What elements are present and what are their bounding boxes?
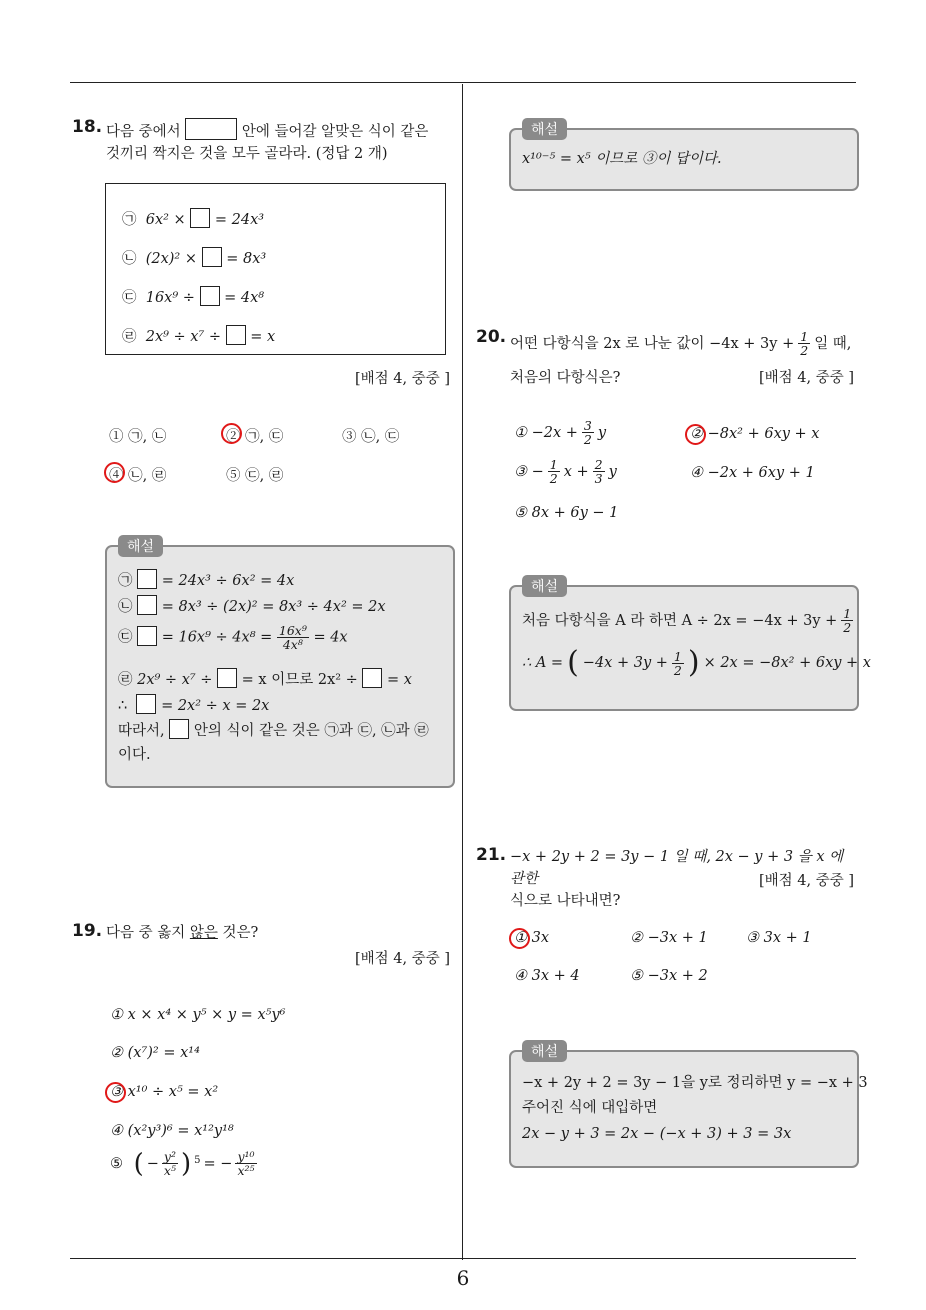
expl-fraction bbox=[277, 624, 309, 651]
choice-text: y bbox=[608, 463, 617, 480]
page-number: 6 bbox=[456, 1266, 470, 1290]
answer-circle-mark bbox=[685, 424, 706, 445]
blank-box bbox=[169, 719, 189, 739]
blank-box bbox=[137, 569, 157, 589]
item-left: (2x)² × bbox=[145, 251, 198, 267]
expl-text: = 4x bbox=[313, 629, 348, 646]
q18-blank-box bbox=[185, 118, 237, 140]
fraction-denominator: 2 bbox=[800, 343, 809, 358]
expl-text: −4x + 3y + bbox=[582, 655, 668, 671]
q19-text-b: 것은? bbox=[222, 925, 259, 941]
choice-fraction bbox=[582, 419, 594, 446]
q18-choice-1[interactable]: ① ㉠, ㉡ bbox=[109, 429, 167, 445]
q18-choice-4[interactable]: ④ ㉡, ㉣ bbox=[109, 468, 167, 484]
exponent: 5 bbox=[194, 1155, 201, 1166]
paren-left: ( bbox=[133, 1148, 144, 1179]
fraction-numerator: 2 bbox=[594, 457, 603, 472]
paren-right: ) bbox=[687, 645, 700, 680]
q21-explanation-tag: 해설 bbox=[522, 1040, 567, 1062]
item-right: = 24x³ bbox=[214, 212, 265, 228]
q18-expl-line-5 bbox=[118, 694, 269, 717]
q19-choice-5[interactable] bbox=[110, 1150, 257, 1177]
q18-expl-line-1 bbox=[118, 569, 294, 592]
answer-circle-mark bbox=[105, 1082, 126, 1103]
fraction-numerator: y² bbox=[163, 1149, 176, 1164]
q18-expl-line-2 bbox=[118, 595, 386, 618]
q19-explanation-text: x¹⁰⁻⁵ = x⁵ 이므로 ③이 답이다. bbox=[522, 151, 722, 167]
bottom-rule bbox=[70, 1258, 856, 1259]
q19-text-a: 다음 중 옳지 bbox=[106, 925, 186, 941]
q20-fraction bbox=[798, 330, 810, 357]
choice-fraction bbox=[593, 458, 605, 485]
fraction-numerator: 1 bbox=[800, 329, 809, 344]
top-rule bbox=[70, 82, 856, 83]
answer-circle-mark bbox=[104, 462, 125, 483]
choice-text: ① −2x + bbox=[514, 424, 578, 441]
q20-expl-line-2 bbox=[522, 645, 871, 680]
q18-item-3 bbox=[122, 286, 264, 309]
item-mark: ㉠ bbox=[122, 212, 137, 228]
q18-item-1 bbox=[122, 208, 264, 231]
q18-expl-line-4 bbox=[118, 668, 412, 691]
fraction-numerator: 16x⁹ bbox=[278, 623, 307, 638]
q20-choice-3[interactable] bbox=[514, 458, 617, 485]
fraction-denominator: 2 bbox=[843, 620, 852, 635]
q18-number: 18. bbox=[72, 117, 103, 137]
expl-text: = 2x² ÷ x = 2x bbox=[161, 698, 270, 714]
q20-number: 20. bbox=[476, 327, 507, 347]
q18-item-4 bbox=[122, 325, 275, 348]
q20-question-line1 bbox=[510, 330, 860, 357]
q18-explanation-tag: 해설 bbox=[118, 535, 163, 557]
column-divider bbox=[462, 84, 463, 1260]
fraction-numerator: 3 bbox=[583, 418, 592, 433]
expl-text: 처음 다항식을 A 라 하면 A ÷ 2x = −4x + 3y + bbox=[522, 612, 838, 629]
expl-text: = x bbox=[387, 672, 412, 688]
fraction-numerator: 1 bbox=[673, 648, 682, 664]
blank-box bbox=[137, 595, 157, 615]
fraction-denominator: x²⁵ bbox=[237, 1163, 255, 1178]
item-mark: ㉠ bbox=[118, 573, 133, 589]
item-left: 6x² × bbox=[145, 212, 186, 228]
blank-box bbox=[217, 668, 237, 688]
q20-choice-2[interactable]: ② −8x² + 6xy + x bbox=[690, 426, 820, 442]
paren-left: ( bbox=[567, 645, 579, 680]
q19-choice-3[interactable]: ③ x¹⁰ ÷ x⁵ = x² bbox=[110, 1084, 219, 1100]
q19-choice-2[interactable]: ② (x⁷)² = x¹⁴ bbox=[110, 1045, 200, 1061]
choice-mark: ⑤ bbox=[110, 1155, 123, 1172]
q19-score: [배점 4, 중중 ] bbox=[354, 951, 450, 967]
q21-choice-3[interactable]: ③ 3x + 1 bbox=[746, 930, 812, 946]
item-mark: ㉡ bbox=[118, 599, 133, 615]
expl-fraction bbox=[841, 607, 853, 634]
q18-text-b: 안에 들어갈 알맞은 식이 같은 bbox=[241, 124, 429, 140]
q21-choice-2[interactable]: ② −3x + 1 bbox=[630, 930, 708, 946]
q18-item-2 bbox=[122, 247, 266, 270]
fraction-denominator: 2 bbox=[583, 432, 592, 447]
q20-choice-1[interactable] bbox=[514, 419, 606, 446]
paren-right: ) bbox=[181, 1148, 192, 1179]
q20-text-b: 일 때, bbox=[814, 335, 852, 352]
q18-expl-line-3 bbox=[118, 624, 348, 651]
blank-box bbox=[362, 668, 382, 688]
fraction-numerator: 1 bbox=[549, 457, 558, 472]
q19-explanation-tag: 해설 bbox=[522, 118, 567, 140]
item-mark: ㉣ bbox=[118, 672, 133, 688]
fraction-numerator: 1 bbox=[843, 606, 852, 621]
item-mark: ㉢ bbox=[122, 290, 137, 306]
item-right: = x bbox=[250, 329, 276, 345]
q21-expl-line-3: 2x − y + 3 = 2x − (−x + 3) + 3 = 3x bbox=[522, 1126, 792, 1142]
q21-text-line2: 식으로 나타내면? bbox=[510, 893, 621, 909]
fraction-denominator: 4x⁸ bbox=[282, 637, 303, 652]
fraction-numerator: y¹⁰ bbox=[237, 1149, 255, 1164]
item-mark: ㉣ bbox=[122, 329, 137, 345]
expl-text: = x 이므로 2x² ÷ bbox=[241, 672, 358, 688]
choice5-fraction-left bbox=[162, 1150, 178, 1177]
q20-explanation-tag: 해설 bbox=[522, 575, 567, 597]
item-right: = 4x⁸ bbox=[224, 290, 265, 306]
blank-box bbox=[226, 325, 246, 345]
q21-expl-line-2: 주어진 식에 대입하면 bbox=[522, 1100, 658, 1116]
choice-text: ③ − bbox=[514, 463, 544, 480]
q18-text-line2: 것끼리 짝지은 것을 모두 골라라. (정답 2 개) bbox=[106, 146, 388, 162]
q21-score: [배점 4, 중중 ] bbox=[758, 873, 854, 889]
blank-box bbox=[202, 247, 222, 267]
answer-circle-mark bbox=[221, 423, 242, 444]
q18-choice-2[interactable]: ② ㉠, ㉢ bbox=[226, 429, 284, 445]
expl-text: = 16x⁹ ÷ 4x⁸ = bbox=[161, 629, 273, 646]
blank-box bbox=[190, 208, 210, 228]
choice-fraction bbox=[548, 458, 560, 485]
answer-circle-mark bbox=[509, 928, 530, 949]
q18-expl-line-6 bbox=[118, 719, 429, 742]
q18-text-a: 다음 중에서 bbox=[106, 124, 181, 140]
item-left: 16x⁹ ÷ bbox=[145, 290, 195, 306]
item-mark: ㉡ bbox=[122, 251, 137, 267]
q21-number: 21. bbox=[476, 845, 507, 865]
fraction-denominator: 2 bbox=[549, 471, 558, 486]
item-left: 2x⁹ ÷ x⁷ ÷ bbox=[145, 329, 222, 345]
q18-expl-line-7: 이다. bbox=[118, 747, 151, 763]
q19-choice-4[interactable]: ④ (x²y³)⁶ = x¹²y¹⁸ bbox=[110, 1123, 234, 1139]
q19-choice-1[interactable]: ① x × x⁴ × y⁵ × y = x⁵y⁶ bbox=[110, 1007, 286, 1023]
expl-text: = 8x³ ÷ (2x)² = 8x³ ÷ 4x² = 2x bbox=[161, 599, 386, 615]
expl-text: = 24x³ ÷ 6x² = 4x bbox=[161, 573, 295, 589]
item-right: = 8x³ bbox=[226, 251, 267, 267]
blank-box bbox=[200, 286, 220, 306]
q21-choice-1[interactable]: ① 3x bbox=[514, 930, 550, 946]
q19-number: 19. bbox=[72, 921, 103, 941]
choice-text: y bbox=[597, 424, 607, 441]
blank-box bbox=[136, 694, 156, 714]
q18-choice-3[interactable]: ③ ㉡, ㉢ bbox=[342, 429, 400, 445]
q20-choice-4[interactable]: ④ −2x + 6xy + 1 bbox=[690, 465, 815, 481]
q19-question bbox=[106, 922, 258, 944]
q21-text-line1: −x + 2y + 2 = 3y − 1 일 때, 2x − y + 3 을 x 에 관한 bbox=[510, 849, 844, 887]
minus-sign: − bbox=[146, 1155, 159, 1172]
q19-text-underlined: 않은 bbox=[189, 925, 218, 941]
q20-text-a: 어떤 다항식을 2x 로 나눈 값이 −4x + 3y + bbox=[510, 335, 795, 352]
equals-minus: = − bbox=[203, 1155, 233, 1172]
q18-score: [배점 4, 중중 ] bbox=[354, 371, 450, 387]
q20-expl-line-1 bbox=[522, 607, 853, 634]
q21-choice-4[interactable]: ④ 3x + 4 bbox=[514, 968, 580, 984]
choice-text: x + bbox=[563, 463, 589, 480]
fraction-denominator: x⁵ bbox=[163, 1163, 176, 1178]
choice5-fraction-right bbox=[235, 1150, 256, 1177]
q20-score: [배점 4, 중중 ] bbox=[758, 370, 854, 386]
q20-question-line2: 처음의 다항식은? bbox=[510, 370, 621, 386]
expl-text: 안의 식이 같은 것은 ㉠과 ㉢, ㉡과 ㉣ bbox=[193, 723, 429, 739]
expl-text: 2x⁹ ÷ x⁷ ÷ bbox=[137, 672, 213, 688]
fraction-denominator: 3 bbox=[594, 471, 603, 486]
q21-choice-5[interactable]: ⑤ −3x + 2 bbox=[630, 968, 708, 984]
expl-text: 따라서, bbox=[118, 723, 165, 739]
q20-choice-5[interactable]: ⑤ 8x + 6y − 1 bbox=[514, 505, 619, 521]
q21-expl-line-1: −x + 2y + 2 = 3y − 1을 y로 정리하면 y = −x + 3 bbox=[522, 1075, 868, 1091]
q18-question bbox=[106, 118, 456, 165]
therefore-mark: ∴ bbox=[118, 698, 128, 714]
q18-choice-5[interactable]: ⑤ ㉢, ㉣ bbox=[226, 468, 284, 484]
expl-text: × 2x = −8x² + 6xy + x bbox=[703, 655, 871, 671]
expl-text: ∴ A = bbox=[522, 655, 564, 671]
fraction-denominator: 2 bbox=[673, 662, 682, 678]
blank-box bbox=[137, 626, 157, 646]
expl-fraction bbox=[672, 650, 684, 677]
item-mark: ㉢ bbox=[118, 629, 133, 646]
